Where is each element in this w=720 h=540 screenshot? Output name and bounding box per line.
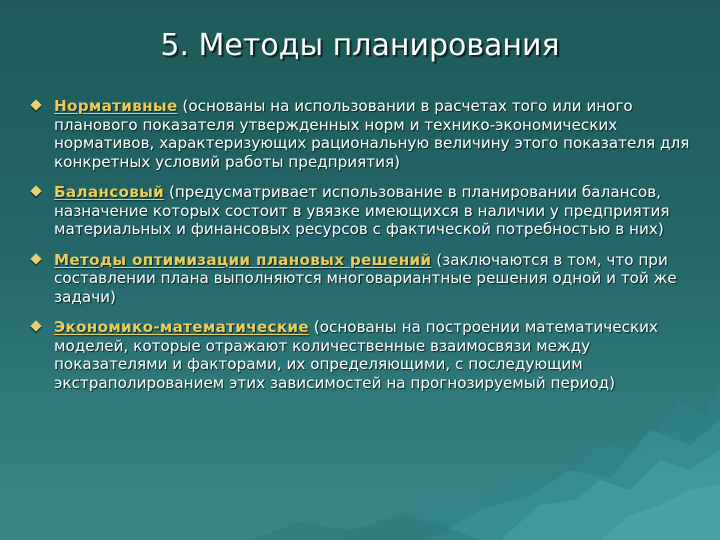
list-item [30, 183, 690, 239]
method-description: (основаны на построении математических моделей, которые отражают количественные взаимосвязи между показателями и факторами, их определяющими, с последующим экстраполированием этих зависимостей на прогнозируемый период) [54, 318, 658, 392]
diamond-bullet-icon [30, 99, 41, 110]
method-term: Экономико-математические [54, 318, 309, 336]
slide-title: 5. Методы планирования [160, 28, 560, 63]
list-item [30, 251, 690, 307]
list-item [30, 318, 690, 392]
method-term: Нормативные [54, 97, 178, 115]
method-description: (предусматривает использование в планировании балансов, назначение которых состоит в увязке имеющихся в наличии у предприятия материальных и финансовых ресурсов с фактической потребностью в них) [54, 183, 670, 238]
diamond-bullet-icon [30, 185, 41, 196]
method-term: Балансовый [54, 183, 165, 201]
list-item [30, 97, 690, 171]
method-description: (основаны на использовании в расчетах того или иного планового показателя утвержденных норм и технико-экономических нормативов, характеризующих рациональную величину этого показателя для конкретных условий работы предприятия) [54, 97, 690, 171]
method-term: Методы оптимизации плановых решений [54, 250, 432, 269]
method-description: (заключаются в том, что при составлении плана выполняются многовариантные решения одной и той же задачи) [54, 250, 677, 306]
diamond-bullet-icon [30, 320, 41, 331]
diamond-bullet-icon [30, 253, 41, 264]
methods-list [30, 97, 690, 404]
